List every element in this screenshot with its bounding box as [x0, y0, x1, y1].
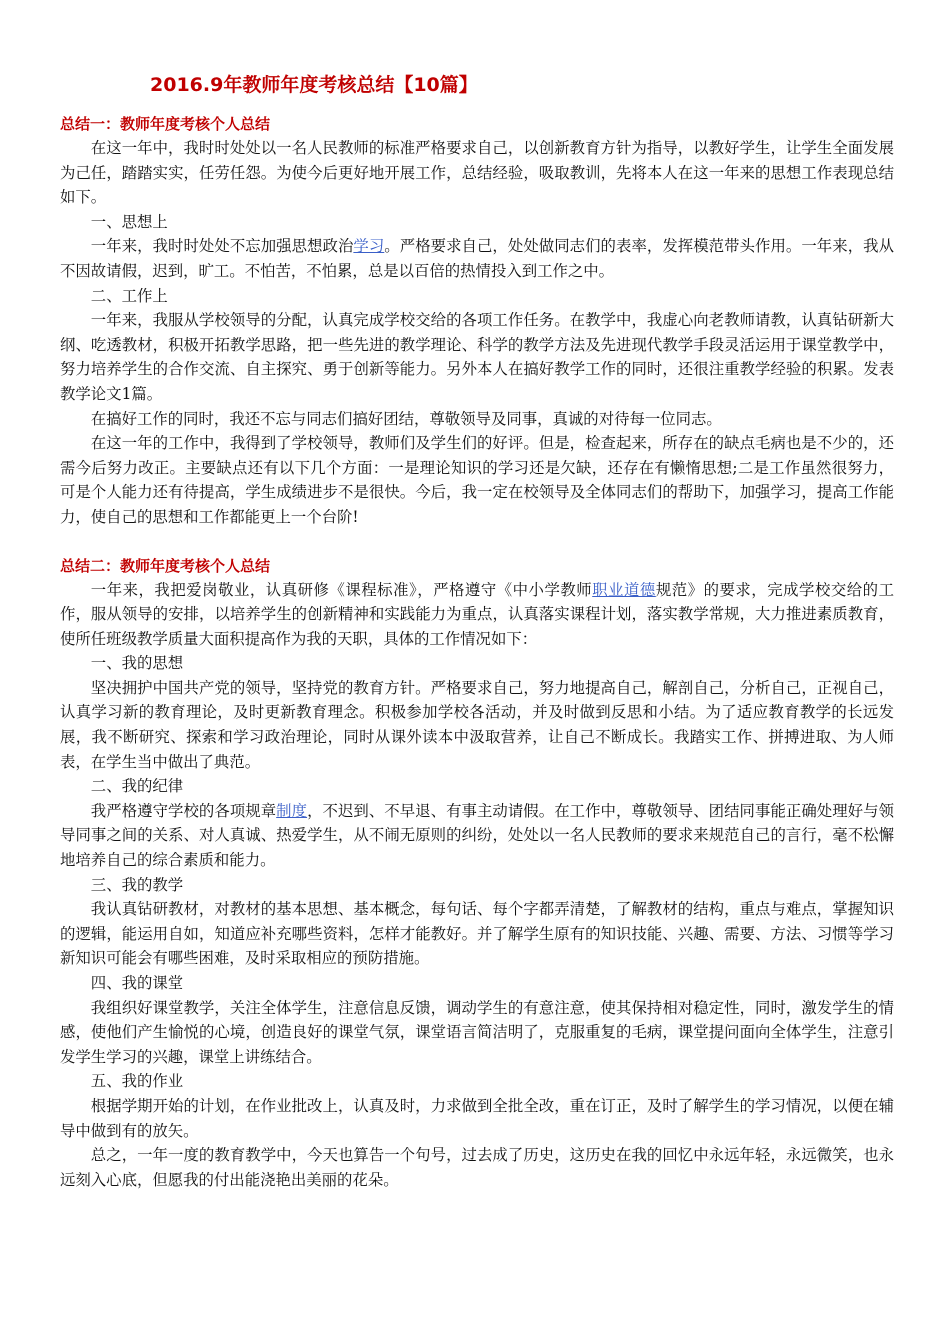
- section-one-paragraph-unity: 在搞好工作的同时，我还不忘与同志们搞好团结，尊敬领导及同事，真诚的对待每一位同志。: [90, 409, 722, 428]
- section-two-intro: [60, 578, 894, 652]
- section-one: [60, 112, 894, 530]
- section-one-intro: 在这一年中，我时时处处以一名人民教师的标准严格要求自己，以创新教育方针为指导，以教好学生，让学生全面发展为己任，踏踏实实，任劳任怨。为使今后更好地开展工作，总结经验，吸取教训，先将本人在这一年来的思想工作表现总结如下。: [60, 139, 894, 207]
- text-run: 一年来，我时时处处不忘加强思想政治: [90, 237, 354, 256]
- section-two-paragraph-homework: 根据学期开始的计划，在作业批改上，认真及时，力求做到全批全改，重在订正，及时了解学生的学习情况，以便在辅导中做到有的放矢。: [60, 1096, 894, 1140]
- section-one-heading: 总结一：教师年度考核个人总结: [60, 115, 271, 133]
- section-two-subheading-3: 三、我的教学: [90, 875, 184, 894]
- section-one-paragraph-work: 一年来，我服从学校领导的分配，认真完成学校交给的各项工作任务。在教学中，我虚心向老教师请教，认真钻研新大纲、吃透教材，积极开拓教学思路，把一些先进的教学理论、科学的教学方法及先进现代教学手段灵活运用于课堂教学中，努力培养学生的合作交流、自主探究、勇于创新等能力。另外本人在搞好教学工作的同时，还很注重教学经验的积累。发表教学论文1篇。: [60, 311, 894, 403]
- section-two-paragraph-discipline: [60, 799, 894, 873]
- section-one-paragraph-review: 在这一年的工作中，我得到了学校领导，教师们及学生们的好评。但是，检查起来，所存在的缺点毛病也是不少的，还需今后努力改正。主要缺点还有以下几个方面：一是理论知识的学习还是欠缺，还存在有懒惰思想;二是工作虽然很努力，可是个人能力还有待提高，学生成绩进步不是很快。今后，我一定在校领导及全体同志们的帮助下，加强学习，提高工作能力，使自己的思想和工作都能更上一个台阶!: [60, 434, 894, 526]
- section-two-paragraph-conclusion: 总之，一年一度的教育教学中，今天也算告一个句号，过去成了历史，这历史在我的回忆中永远年轻，永远微笑，也永远刻入心底，但愿我的付出能浇艳出美丽的花朵。: [60, 1146, 894, 1189]
- section-one-subheading-1: 一、思想上: [90, 212, 168, 231]
- section-two-subheading-4: 四、我的课堂: [90, 974, 184, 992]
- section-two-subheading-5: 五、我的作业: [90, 1072, 184, 1091]
- rules-link[interactable]: 制度: [276, 801, 308, 820]
- study-link[interactable]: 学习: [353, 237, 385, 256]
- text-run: 一年来，我把爱岗敬业，认真研修《课程标准》，严格遵守《中小学教师: [90, 580, 593, 599]
- section-two-paragraph-thought: 坚决拥护中国共产党的领导，坚持党的教育方针。严格要求自己，努力地提高自己，解剖自己，分析自己，正视自己，认真学习新的教育理论，及时更新教育理念。积极参加学校各活动，并及时做到反思和小结。为了适应教育教学的长远发展，我不断研究、探索和学习政治理论，同时从课外读本中汲取营养，让自己不断成长。我踏实工作、拼搏进取、为人师表，在学生当中做出了典范。: [60, 678, 894, 771]
- section-two-paragraph-teaching: 我认真钻研教材，对教材的基本思想、基本概念，每句话、每个字都弄清楚，了解教材的结构，重点与难点，掌握知识的逻辑，能运用自如，知道应补充哪些资料，怎样才能教好。并了解学生原有的知识技能、兴趣、需要、方法、习惯等学习新知识可能会有哪些困难，及时采取相应的预防措施。: [60, 900, 894, 968]
- text-run: 。严格要求自己，处处做同志们的表率，发挥模范带头作用。一年来，我从不因故请假，迟到，旷工。不怕苦，不怕累，总是以百倍的热情投入到工作之中。: [60, 237, 894, 280]
- section-two-subheading-1: 一、我的思想: [90, 654, 184, 673]
- section-two: [60, 554, 894, 1193]
- section-two-subheading-2: 二、我的纪律: [90, 777, 184, 796]
- section-two-paragraph-classroom: 我组织好课堂教学，关注全体学生，注意信息反馈，调动学生的有意注意，使其保持相对稳定性，同时，激发学生的情感，使他们产生愉悦的心境，创造良好的课堂气氛，课堂语言简洁明了，克服重复的毛病，课堂提问面向全体学生，注意引发学生学习的兴趣，课堂上讲练结合。: [60, 998, 894, 1066]
- professional-ethics-link[interactable]: 职业道德: [592, 580, 656, 599]
- section-two-heading: 总结二：教师年度考核个人总结: [60, 556, 271, 575]
- text-run: 规范》的要求，完成学校交给的工作，服从领导的安排，以培养学生的创新精神和实践能力为重点，认真落实课程计划，落实教学常规，大力推进素质教育，使所任班级教学质量大面积提高作为我的天职，具体的工作情况如下：: [60, 580, 894, 648]
- document-title: 2016.9年教师年度考核总结【10篇】: [150, 74, 478, 96]
- section-one-subheading-2: 二、工作上: [90, 286, 168, 305]
- section-spacer: [60, 530, 894, 554]
- section-one-paragraph-thought: [60, 234, 894, 283]
- text-run: ，不迟到、不早退、有事主动请假。在工作中，尊敬领导、团结同事能正确处理好与领导同事之间的关系、对人真诚、热爱学生，从不闹无原则的纠纷，处处以一名人民教师的要求来规范自己的言行，毫不松懈地培养自己的综合素质和能力。: [60, 801, 894, 870]
- document-content: [60, 72, 894, 1192]
- text-run: 我严格遵守学校的各项规章: [90, 801, 277, 820]
